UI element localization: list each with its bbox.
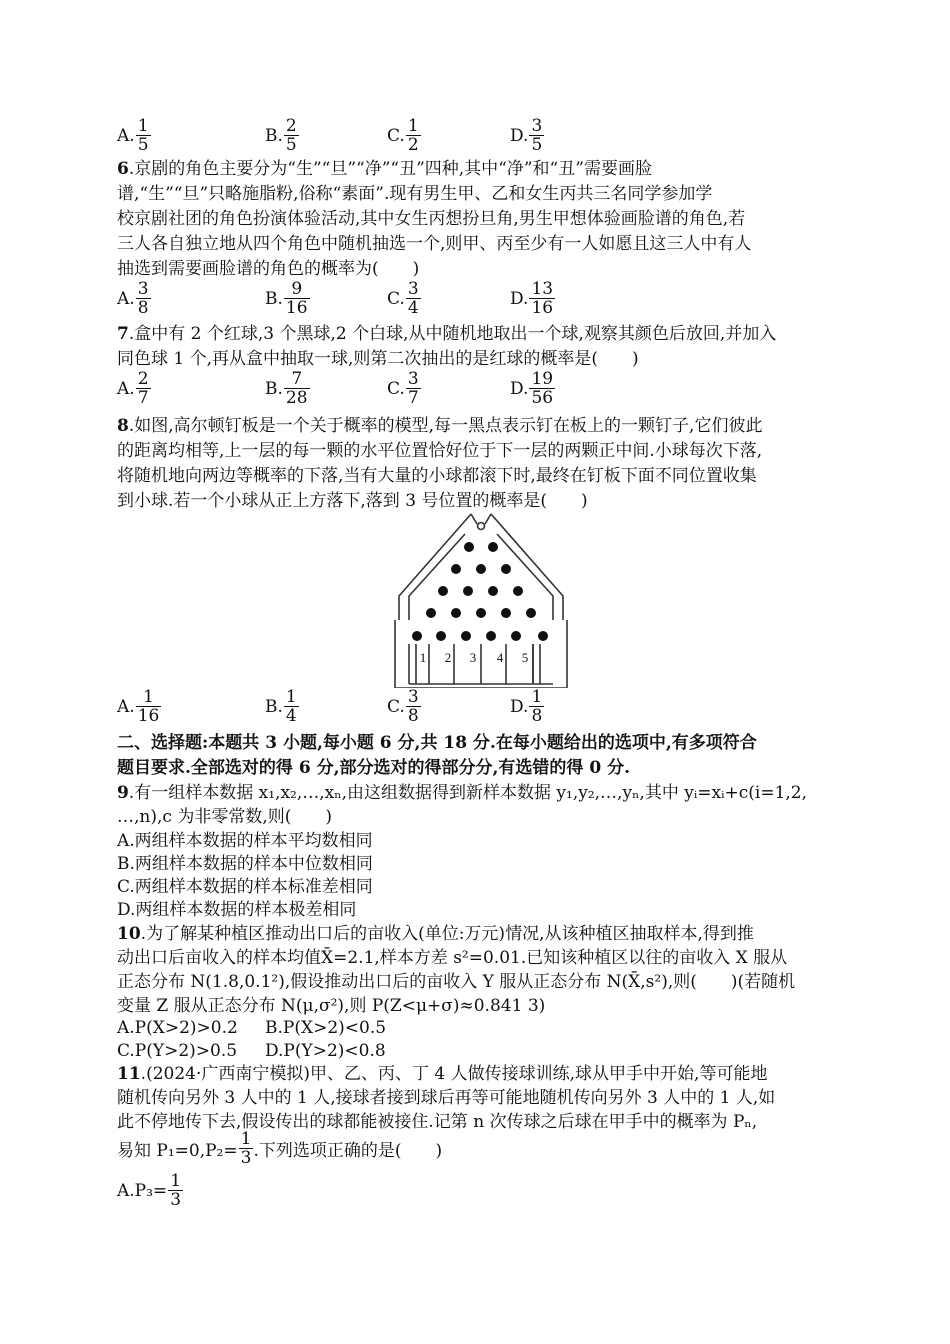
q8-option-a: A. $\frac{1}{16}$	[117, 687, 160, 726]
slot-label-3: 3	[469, 650, 477, 665]
q6-option-a: A. $\frac{3}{8}$	[117, 279, 149, 318]
section2-heading-line-2: 题目要求.全部选对的得 6 分,部分选对的得部分分,有选错的得 0 分.	[117, 758, 631, 778]
q10-line-3: 正态分布 N(1.8,0.1²),假设推动出口后的亩收入 Y 服从正态分布 N(X̄,s²),则( )(若随机	[117, 972, 796, 992]
entry-hole-icon	[478, 523, 485, 530]
q6-option-b: B. $\frac{9}{16}$	[265, 279, 308, 318]
q7-option-d: D. $\frac{19}{56}$	[510, 369, 554, 408]
q10-option-d: D.P(Y>2)<0.8	[265, 1041, 386, 1061]
q7-line-2: 同色球 1 个,再从盒中抽取一球,则第二次抽出的是红球的概率是( )	[117, 349, 639, 369]
peg	[412, 631, 422, 641]
q9-option-c: C.两组样本数据的样本标准差相同	[117, 877, 373, 897]
q11-option-a-text: A.P₃= $\frac{1}{3}$	[117, 1171, 182, 1210]
peg	[436, 631, 446, 641]
q6-option-c: C. $\frac{3}{4}$	[387, 279, 419, 318]
peg	[451, 564, 461, 574]
q8-line-4: 到小球.若一个小球从正上方落下,落到 3 号位置的概率是( )	[117, 491, 588, 511]
q5-option-c: C. $\frac{1}{2}$	[387, 116, 419, 155]
q5-options	[117, 117, 837, 161]
q7-option-c: C. $\frac{3}{7}$	[387, 369, 419, 408]
q6-line-5: 抽选到需要画脸谱的角色的概率为( )	[117, 259, 420, 279]
q11-line-4-text: 易知 P₁=0,P₂= $\frac{1}{3}$ .下列选项正确的是( )	[117, 1129, 443, 1168]
q7-option-b: B. $\frac{7}{28}$	[265, 369, 308, 408]
q5-option-d: D. $\frac{3}{5}$	[510, 116, 543, 155]
peg	[488, 586, 498, 596]
peg	[463, 586, 473, 596]
slot-label-2: 2	[444, 650, 452, 665]
q8-line-3: 将随机地向两边等概率的下落,当有大量的小球都滚下时,最终在钉板下面不同位置收集	[117, 466, 757, 486]
peg	[451, 608, 461, 618]
q8-option-c: C. $\frac{3}{8}$	[387, 687, 419, 726]
peg	[538, 631, 548, 641]
peg	[476, 564, 486, 574]
galton-board-figure	[393, 512, 569, 688]
q5-option-a: A. $\frac{1}{5}$	[117, 116, 149, 155]
q9-line-2: …,n),c 为非零常数,则( )	[117, 807, 332, 827]
q8-option-d: D. $\frac{1}{8}$	[510, 687, 543, 726]
peg	[501, 608, 511, 618]
peg	[486, 631, 496, 641]
q9-option-d: D.两组样本数据的样本极差相同	[117, 900, 357, 920]
q8-options	[117, 688, 837, 732]
peg	[461, 631, 471, 641]
q6-line-4: 三人各自独立地从四个角色中随机抽选一个,则甲、丙至少有一人如愿且这三人中有人	[117, 234, 752, 254]
q11-line-2: 随机传向另外 3 人中的 1 人,接球者接到球后再等可能地随机传向另外 3 人中的 1 人,如	[117, 1088, 776, 1108]
q11-line-3: 此不停地传下去,假设传出的球都能被接住.记第 n 次传球之后球在甲手中的概率为 Pₙ,	[117, 1112, 758, 1132]
peg	[513, 586, 523, 596]
q6-line-1: 6.京剧的角色主要分为“生”“旦”“净”“丑”四种,其中“净”和“丑”需要画脸	[117, 159, 652, 179]
slot-label-4: 4	[496, 650, 504, 665]
q10-option-b: B.P(X>2)<0.5	[265, 1018, 387, 1038]
peg	[501, 564, 511, 574]
q7-line-1: 7.盒中有 2 个红球,3 个黑球,2 个白球,从中随机地取出一个球,观察其颜色后放回,并加入	[117, 324, 777, 344]
q10-line-1: 10.为了解某种植区推动出口后的亩收入(单位:万元)情况,从该种植区抽取样本,得到推	[117, 924, 754, 944]
q10-option-a: A.P(X>2)>0.2	[117, 1018, 238, 1038]
peg	[476, 608, 486, 618]
peg	[464, 542, 474, 552]
q11-line-4	[117, 1130, 837, 1174]
q7-option-a: A. $\frac{2}{7}$	[117, 369, 149, 408]
slot-label-5: 5	[521, 650, 529, 665]
q6-option-d: D. $\frac{13}{16}$	[510, 279, 554, 318]
q11-line-1: 11.(2024·广西南宁模拟)甲、乙、丙、丁 4 人做传接球训练,球从甲手中开始,等可能地	[117, 1064, 768, 1084]
q8-option-b: B. $\frac{1}{4}$	[265, 687, 297, 726]
q9-option-a: A.两组样本数据的样本平均数相同	[117, 831, 373, 851]
q10-line-2: 动出口后亩收入的样本均值X̄=2.1,样本方差 s²=0.01.已知该种植区以往的亩收入 X 服从	[117, 948, 788, 968]
slot-label-1: 1	[419, 650, 427, 665]
q8-line-2: 的距离均相等,上一层的每一颗的水平位置恰好位于下一层的两颗正中间.小球每次下落,	[117, 441, 763, 461]
q9-option-b: B.两组样本数据的样本中位数相同	[117, 854, 373, 874]
peg	[438, 586, 448, 596]
q6-line-3: 校京剧社团的角色扮演体验活动,其中女生丙想扮旦角,男生甲想体验画脸谱的角色,若	[117, 209, 746, 229]
peg	[511, 631, 521, 641]
peg	[426, 608, 436, 618]
q8-line-1: 8.如图,高尔顿钉板是一个关于概率的模型,每一黑点表示钉在板上的一颗钉子,它们彼此	[117, 416, 763, 436]
q11-option-a	[117, 1172, 837, 1216]
q6-line-2: 谱,“生”“旦”只略施脂粉,俗称“素面”.现有男生甲、乙和女生丙共三名同学参加学	[117, 184, 713, 204]
section2-heading-line-1: 二、选择题:本题共 3 小题,每小题 6 分,共 18 分.在每小题给出的选项中,有多项符合	[117, 733, 757, 753]
peg	[488, 542, 498, 552]
q10-option-c: C.P(Y>2)>0.5	[117, 1041, 238, 1061]
q6-options	[117, 280, 837, 324]
peg	[526, 608, 536, 618]
q7-options	[117, 370, 837, 414]
q10-line-4: 变量 Z 服从正态分布 N(μ,σ²),则 P(Z<μ+σ)≈0.841 3)	[117, 996, 546, 1016]
q5-option-b: B. $\frac{2}{5}$	[265, 116, 297, 155]
q9-line-1: 9.有一组样本数据 x₁,x₂,…,xₙ,由这组数据得到新样本数据 y₁,y₂,…,yₙ,其中 yᵢ=xᵢ+c(i=1,2,	[117, 783, 808, 803]
